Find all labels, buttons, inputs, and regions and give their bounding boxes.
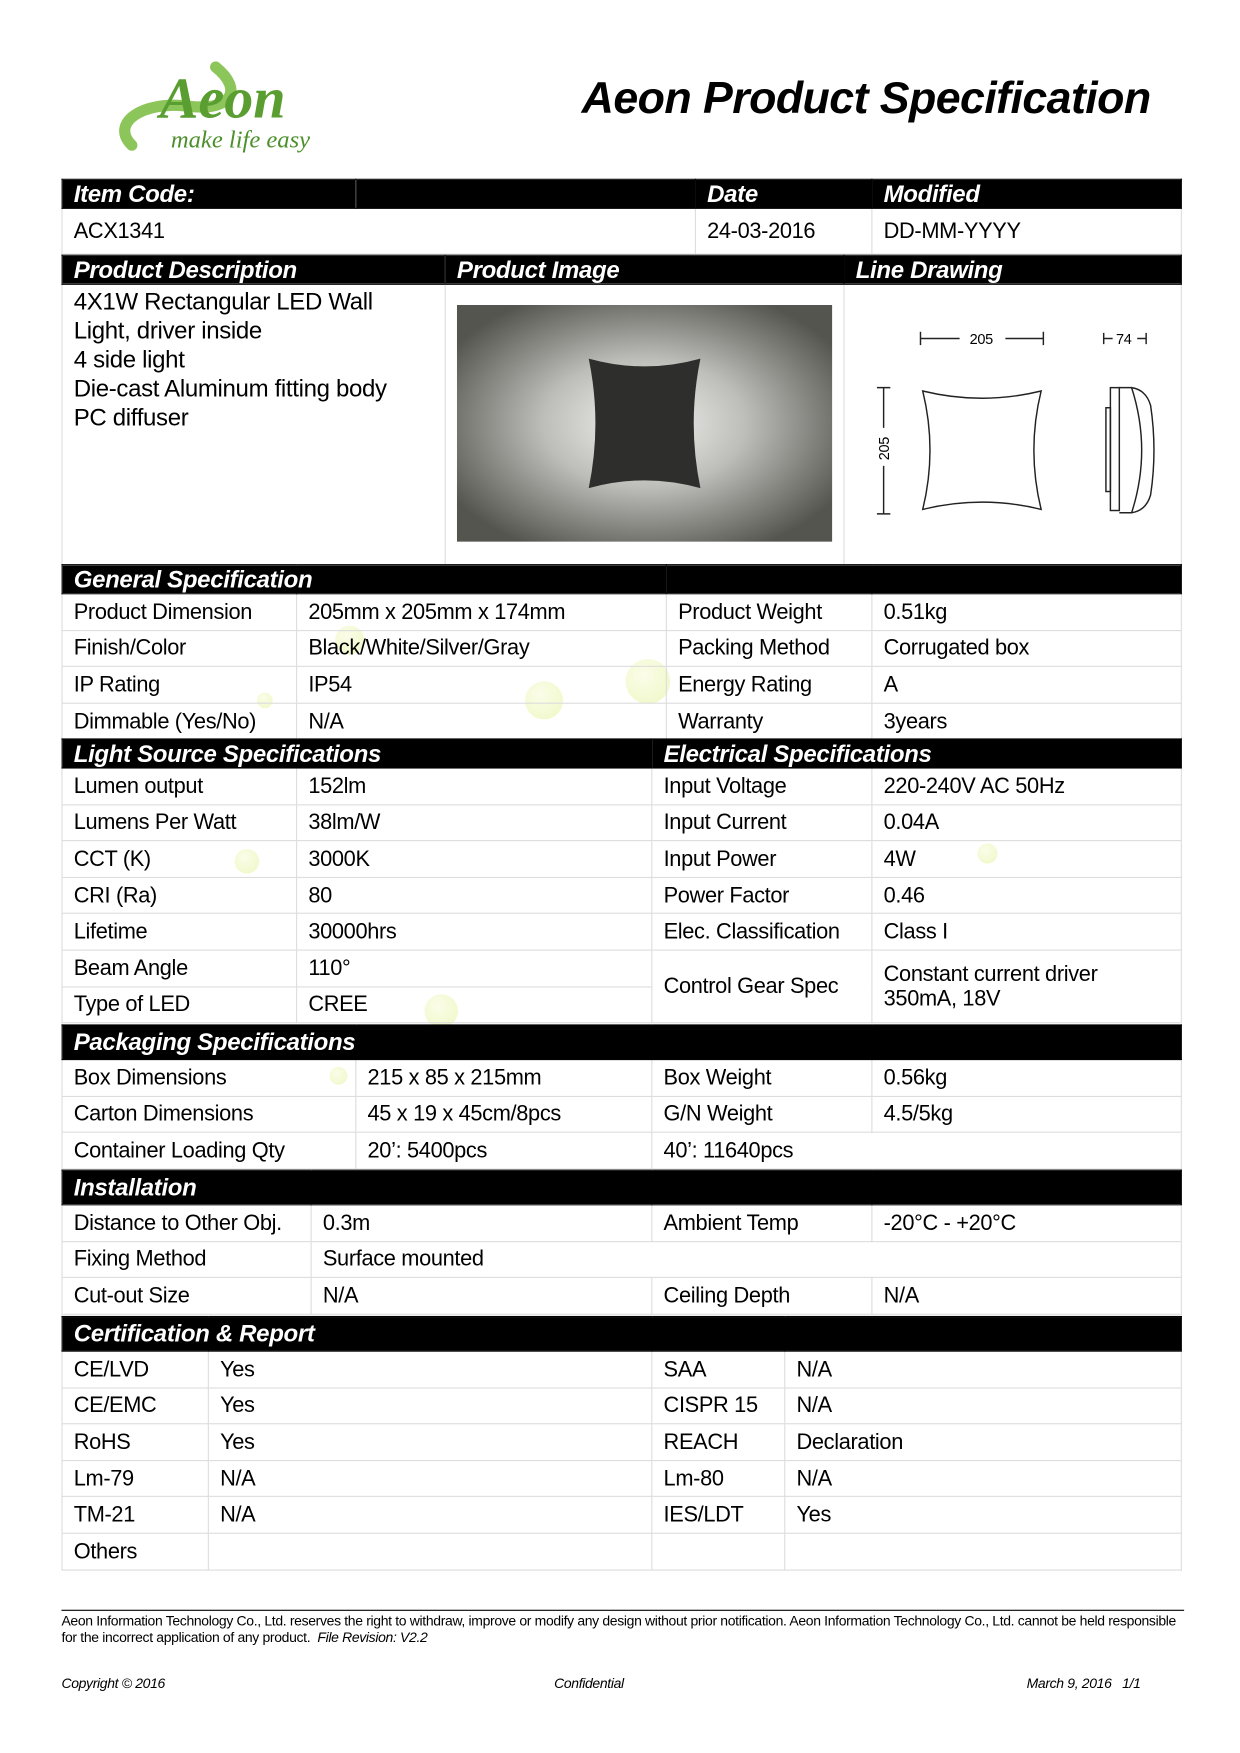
revision-date: March 9, 2016 [1026,1675,1112,1692]
spec-value: 110° [297,950,652,986]
date-value: 24-03-2016 [695,208,872,254]
spec-value: CREE [297,986,652,1022]
spec-value: N/A [785,1351,1182,1387]
section-header: Light Source Specifications [62,739,652,768]
spec-value: Corrugated box [872,630,1181,666]
spec-value: Black/White/Silver/Gray [297,630,667,666]
spec-label: CE/LVD [62,1351,208,1387]
page-number: 1/1 [1122,1675,1141,1692]
light-electrical-table [61,738,1181,1023]
spec-label: CE/EMC [62,1388,208,1424]
spec-value: 80 [297,877,652,913]
spec-label: Cut-out Size [62,1278,311,1314]
spec-label: CCT (K) [62,841,297,877]
section-header: Certification & Report [62,1317,1181,1352]
product-description [62,284,445,564]
spec-label: Control Gear Spec [652,950,872,1023]
spec-label: Dimmable (Yes/No) [62,703,297,739]
spec-label: Carton Dimensions [62,1096,356,1132]
spec-value: 215 x 85 x 215mm [356,1060,652,1096]
table-row [62,950,1181,986]
spec-value: 4.5/5kg [872,1096,1181,1132]
drawing-depth-label: 74 [1115,332,1132,349]
spec-label: Lifetime [62,914,297,950]
description-line: 4X1W Rectangular LED Wall [73,288,373,316]
section-header: General Specification [62,565,666,594]
spec-value: N/A [872,1278,1181,1314]
table-row [62,1132,1181,1168]
spec-value: N/A [785,1460,1182,1496]
item-code-value: ACX1341 [62,208,695,254]
certification-table [61,1316,1181,1570]
spec-label: RoHS [62,1424,208,1460]
table-row [62,1278,1181,1314]
table-row [62,1205,1181,1241]
spec-label: SAA [652,1351,785,1387]
general-specification-table [61,564,1181,740]
item-code-table [61,179,1181,255]
spec-value: Yes [785,1497,1182,1533]
spec-label: G/N Weight [652,1096,872,1132]
spec-label: Lumens Per Watt [62,804,297,840]
table-row [62,914,1181,950]
spec-label: Lumen output [62,768,297,804]
spec-label [652,1533,785,1569]
description-line: 4 side light [73,346,185,374]
spec-label: Input Voltage [652,768,872,804]
table-row [62,1060,1181,1096]
table-row [62,1533,1181,1569]
section-header: Installation [62,1170,1181,1205]
spec-label: IES/LDT [652,1497,785,1533]
table-row [62,1241,1181,1277]
spec-label: Beam Angle [62,950,297,986]
spec-label: Lm-80 [652,1460,785,1496]
description-line: Die-cast Aluminum fitting body [73,375,387,403]
spec-label: Container Loading Qty [62,1132,356,1168]
product-image [457,305,832,542]
svg-text:Aeon: Aeon [159,65,286,131]
spec-value: 30000hrs [297,914,652,950]
spec-value: Surface mounted [311,1241,1181,1277]
spec-label: Fixing Method [62,1241,311,1277]
spec-value: Yes [208,1351,651,1387]
date-header: Date [695,179,872,208]
spec-value: 0.46 [872,877,1181,913]
spec-label: REACH [652,1424,785,1460]
spec-value: 152lm [297,768,652,804]
spec-label: Input Current [652,804,872,840]
spec-value: 0.04A [872,804,1181,840]
spec-label: CRI (Ra) [62,877,297,913]
table-row [62,768,1181,804]
footer-disclaimer [61,1613,1181,1647]
table-row [62,594,1181,630]
spec-label: Power Factor [652,877,872,913]
spec-label: Packing Method [666,630,872,666]
footer-divider [61,1610,1184,1611]
spec-value: N/A [785,1388,1182,1424]
spec-label: Finish/Color [62,630,297,666]
spec-value: 20’: 5400pcs [356,1132,652,1168]
spec-value: Constant current driver 350mA, 18V [872,950,1181,1023]
spec-value: N/A [208,1460,651,1496]
spec-value: Declaration [785,1424,1182,1460]
table-row [62,804,1181,840]
table-row [62,1460,1181,1496]
table-row [62,1351,1181,1387]
product-image-header: Product Image [445,255,844,284]
copyright: Copyright © 2016 [61,1675,165,1692]
spec-value [208,1533,651,1569]
disclaimer-text: Aeon Information Technology Co., Ltd. reserves the right to withdraw, improve or modify any design without prior notification. Aeon Information Technology Co., Ltd. cannot be held responsible for the incorrect application of any product. [61,1613,1176,1646]
spec-value: N/A [297,703,667,739]
table-row [62,877,1181,913]
spec-label: Input Power [652,841,872,877]
line-drawing-cell [844,284,1181,564]
spec-value: 4W [872,841,1181,877]
spec-label: Product Weight [666,594,872,630]
svg-text:make life easy: make life easy [170,126,311,154]
table-row [62,1096,1181,1132]
section-header: Electrical Specifications [652,739,1181,768]
spec-value: IP54 [297,667,667,703]
spec-value: N/A [311,1278,652,1314]
product-description-header: Product Description [62,255,445,284]
spec-label: Warranty [666,703,872,739]
drawing-width-label: 205 [969,332,993,349]
description-line: PC diffuser [73,404,189,432]
packaging-table [61,1024,1181,1169]
spec-label: Lm-79 [62,1460,208,1496]
spec-label: Box Dimensions [62,1060,356,1096]
spec-label: Type of LED [62,986,297,1022]
page-title: Aeon Product Specification [581,73,1151,123]
confidential-label: Confidential [554,1675,624,1692]
spec-label: Box Weight [652,1060,872,1096]
spec-value [785,1533,1182,1569]
spec-label: Ceiling Depth [652,1278,872,1314]
table-row [62,667,1181,703]
spec-label: IP Rating [62,667,297,703]
spec-value: 3years [872,703,1181,739]
item-code-header: Item Code: [62,179,356,208]
table-row [62,841,1181,877]
spec-label: Energy Rating [666,667,872,703]
item-code-header-blank [356,179,696,208]
footer-date [1027,1676,1141,1693]
spec-value: 0.56kg [872,1060,1181,1096]
modified-value: DD-MM-YYYY [872,208,1181,254]
line-drawing [845,285,1182,562]
spec-value: 220-240V AC 50Hz [872,768,1181,804]
line-drawing-header: Line Drawing [844,255,1181,284]
spec-value: Yes [208,1388,651,1424]
spec-value: A [872,667,1181,703]
product-image-cell [445,284,844,564]
spec-label: TM-21 [62,1497,208,1533]
file-revision: File Revision: V2.2 [317,1629,428,1646]
installation-table [61,1170,1181,1315]
aeon-logo [109,56,355,159]
table-row [62,1497,1181,1533]
spec-value: 3000K [297,841,652,877]
product-table [61,255,1181,566]
spec-value: 205mm x 205mm x 174mm [297,594,667,630]
spec-value: 45 x 19 x 45cm/8pcs [356,1096,652,1132]
spec-value: 40’: 11640pcs [652,1132,1182,1168]
table-row [62,1424,1181,1460]
spec-label: Ambient Temp [652,1205,872,1241]
spec-label: Product Dimension [62,594,297,630]
spec-value: 38lm/W [297,804,652,840]
spec-label: Elec. Classification [652,914,872,950]
section-header [666,565,1181,594]
spec-value: 0.3m [311,1205,652,1241]
spec-value: N/A [208,1497,651,1533]
table-row [62,1388,1181,1424]
spec-label: CISPR 15 [652,1388,785,1424]
spec-value: -20°C - +20°C [872,1205,1181,1241]
drawing-height-label: 205 [877,437,894,461]
spec-label: Others [62,1533,208,1569]
spec-value: 0.51kg [872,594,1181,630]
table-row [62,703,1181,739]
section-header: Packaging Specifications [62,1025,1181,1060]
table-row [62,630,1181,666]
spec-value: Class I [872,914,1181,950]
spec-value: Yes [208,1424,651,1460]
modified-header: Modified [872,179,1181,208]
spec-label: Distance to Other Obj. [62,1205,311,1241]
description-line: Light, driver inside [73,317,262,345]
